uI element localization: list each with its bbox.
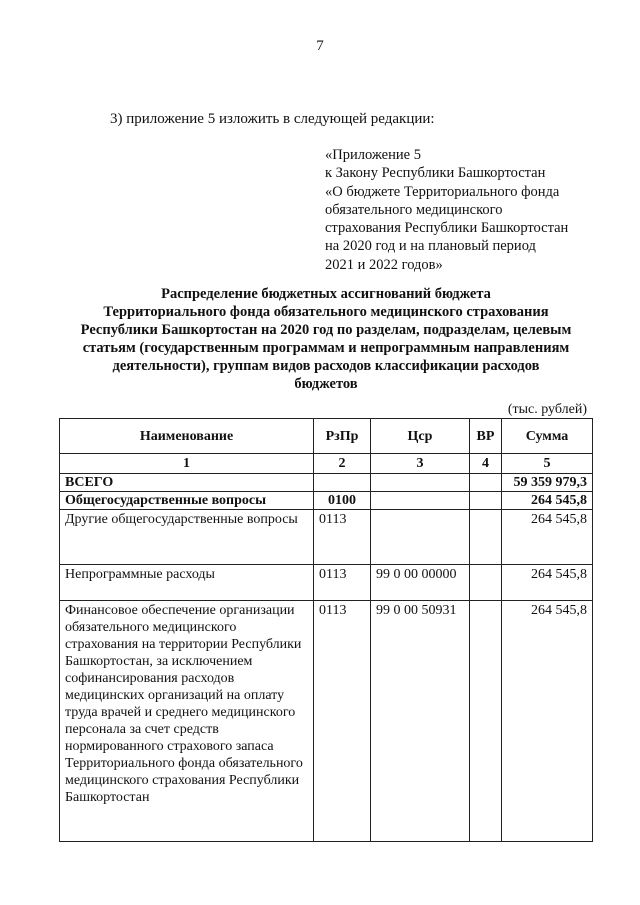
row-rzpr: 0113 bbox=[314, 510, 371, 565]
column-index: 3 bbox=[371, 454, 470, 474]
row-sum: 264 545,8 bbox=[502, 510, 593, 565]
budget-table bbox=[59, 418, 593, 842]
row-csr bbox=[371, 492, 470, 510]
appendix-reference bbox=[325, 146, 615, 274]
row-vr bbox=[470, 510, 502, 565]
appendix-line: 2021 и 2022 годов» bbox=[325, 256, 443, 273]
row-vr bbox=[470, 601, 502, 842]
row-name: ВСЕГО bbox=[60, 474, 314, 492]
row-csr bbox=[371, 474, 470, 492]
title-line: статьям (государственным программам и непрограммным направлениям bbox=[82, 340, 570, 356]
page-number: 7 bbox=[316, 38, 324, 54]
column-header-rzpr: РзПр bbox=[314, 419, 371, 454]
intro-text: 3) приложение 5 изложить в следующей редакции: bbox=[110, 111, 435, 127]
table-row bbox=[60, 492, 593, 510]
row-vr bbox=[470, 565, 502, 601]
row-csr: 99 0 00 50931 bbox=[371, 601, 470, 842]
column-header-csr: Цср bbox=[371, 419, 470, 454]
appendix-line: на 2020 год и на плановый период bbox=[325, 238, 536, 255]
row-rzpr: 0100 bbox=[314, 492, 371, 510]
document-title bbox=[62, 285, 590, 393]
row-vr bbox=[470, 492, 502, 510]
table-row bbox=[60, 474, 593, 492]
row-name: Финансовое обеспечение организации обязательного медицинского страхования на территории Республики Башкортостан, за исключением софинансирования расходов медицинских организаций на оплату труда врачей и среднего медицинского персонала за счет средств нормированного страхового запаса Территориального фонда обязательного медицинского страхования Республики Башкортостан bbox=[60, 601, 314, 842]
column-header-sum: Сумма bbox=[502, 419, 593, 454]
title-line: Распределение бюджетных ассигнований бюджета bbox=[161, 286, 491, 302]
appendix-line: страхования Республики Башкортостан bbox=[325, 220, 569, 237]
row-name: Общегосударственные вопросы bbox=[60, 492, 314, 510]
row-rzpr: 0113 bbox=[314, 565, 371, 601]
row-sum: 264 545,8 bbox=[502, 565, 593, 601]
row-rzpr bbox=[314, 474, 371, 492]
row-name: Непрограммные расходы bbox=[60, 565, 314, 601]
column-index-row bbox=[60, 454, 593, 474]
row-csr: 99 0 00 00000 bbox=[371, 565, 470, 601]
row-sum: 264 545,8 bbox=[502, 601, 593, 842]
units-label: (тыс. рублей) bbox=[507, 402, 587, 417]
table-header-row bbox=[60, 419, 593, 454]
appendix-line: обязательного медицинского bbox=[325, 201, 503, 218]
title-line: деятельности), группам видов расходов классификации расходов bbox=[112, 358, 540, 374]
row-sum: 264 545,8 bbox=[502, 492, 593, 510]
column-index: 4 bbox=[470, 454, 502, 474]
table-row bbox=[60, 601, 593, 842]
appendix-line: «Приложение 5 bbox=[325, 147, 421, 163]
row-sum: 59 359 979,3 bbox=[502, 474, 593, 492]
appendix-line: к Закону Республики Башкортостан bbox=[325, 165, 546, 182]
row-rzpr: 0113 bbox=[314, 601, 371, 842]
row-vr bbox=[470, 474, 502, 492]
title-line: бюджетов bbox=[294, 376, 358, 392]
column-index: 5 bbox=[502, 454, 593, 474]
table-row bbox=[60, 510, 593, 565]
title-line: Территориального фонда обязательного медицинского страхования bbox=[103, 304, 549, 320]
column-header-vr: ВР bbox=[470, 419, 502, 454]
appendix-line: «О бюджете Территориального фонда bbox=[325, 183, 560, 200]
column-header-name: Наименование bbox=[60, 419, 314, 454]
row-name: Другие общегосударственные вопросы bbox=[60, 510, 314, 565]
column-index: 1 bbox=[60, 454, 314, 474]
column-index: 2 bbox=[314, 454, 371, 474]
row-csr bbox=[371, 510, 470, 565]
table-row bbox=[60, 565, 593, 601]
title-line: Республики Башкортостан на 2020 год по разделам, подразделам, целевым bbox=[80, 322, 572, 338]
